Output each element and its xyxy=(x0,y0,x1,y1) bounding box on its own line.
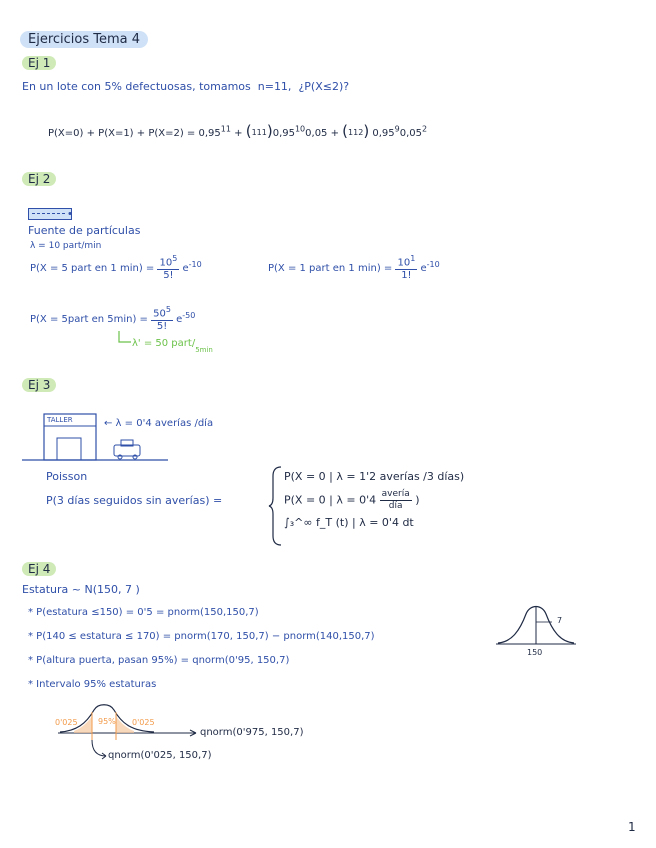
ej2-source: Fuente de partículas xyxy=(28,224,141,237)
ej4-label: Ej 4 xyxy=(22,562,56,576)
ej2-lambda-prime: λ' = 50 part/$_{5min}$ xyxy=(132,338,213,354)
ej2-lambda: λ = 10 part/min xyxy=(30,241,102,251)
ej3-option-2: P(X = 0 | λ = 0'4 $\frac{\text{avería}}{\text{día}}$ ) xyxy=(284,489,420,511)
ej3-rate: ← λ = 0'4 averías /día xyxy=(104,418,214,429)
ej2-p1: P(X = 1 part en 1 min) = $\frac{10^1}{1!}$ $e^{-10}$ xyxy=(268,254,440,282)
ej3-question: P(3 días seguidos sin averías) = xyxy=(46,494,223,507)
ej4-bullet-3: * P(altura puerta, pasan 95%) = qnorm(0'95, 150,7) xyxy=(28,655,290,666)
ej4-bullet-2: * P(140 ≤ estatura ≤ 170) = pnorm(170, 150,7) − pnorm(140,150,7) xyxy=(28,631,375,642)
ej2-p5: P(X = 5 part en 1 min) = $\frac{10^5}{5!}$ $e^{-10}$ xyxy=(30,254,202,282)
ej3-label: Ej 3 xyxy=(22,378,56,392)
curly-brace-icon xyxy=(268,466,284,546)
right-tail-label: 0'025 xyxy=(132,718,155,727)
normal-curve-drawing xyxy=(496,600,578,650)
ej4-model: Estatura ~ N(150, 7 ) xyxy=(22,583,140,596)
ej1-formula: $P(X=0) + P(X=1) + P(X=2) = 0,95^{11} + (111)0,95^{10}0,05 + (112)$ 0,95$^9$0,05$^2$ xyxy=(48,122,428,140)
ej2-label: Ej 2 xyxy=(22,172,56,186)
taller-label: TALLER xyxy=(47,416,73,424)
ej1-question: En un lote con 5% defectuosas, tomamos n=11, ¿P(X≤2)? xyxy=(22,80,350,93)
curve-sd-label: 7 xyxy=(557,616,563,625)
ej3-option-3: ∫₃^∞ f_T (t) | λ = 0'4 dt xyxy=(284,516,414,529)
center-label: 95% xyxy=(98,717,116,726)
particle-dots-icon xyxy=(30,212,80,218)
page-title: Ejercicios Tema 4 xyxy=(20,31,148,48)
ej4-bullet-1: * P(estatura ≤150) = 0'5 = pnorm(150,150,7) xyxy=(28,607,259,618)
ej1-label: Ej 1 xyxy=(22,56,56,70)
left-tail-label: 0'025 xyxy=(55,718,78,727)
qnorm-left-label: qnorm(0'025, 150,7) xyxy=(108,750,212,761)
ej3-poisson: Poisson xyxy=(46,470,88,483)
qnorm-right-label: qnorm(0'975, 150,7) xyxy=(200,727,304,738)
ej3-option-1: P(X = 0 | λ = 1'2 averías /3 días) xyxy=(284,470,465,483)
ej2-p5b: P(X = 5part en 5min) = $\frac{50^5}{5!}$ $e^{-50}$ xyxy=(30,305,196,333)
curve-mean-label: 150 xyxy=(527,648,543,657)
ej4-bullet-4: * Intervalo 95% estaturas xyxy=(28,679,157,690)
page-number: 1 xyxy=(628,820,636,834)
